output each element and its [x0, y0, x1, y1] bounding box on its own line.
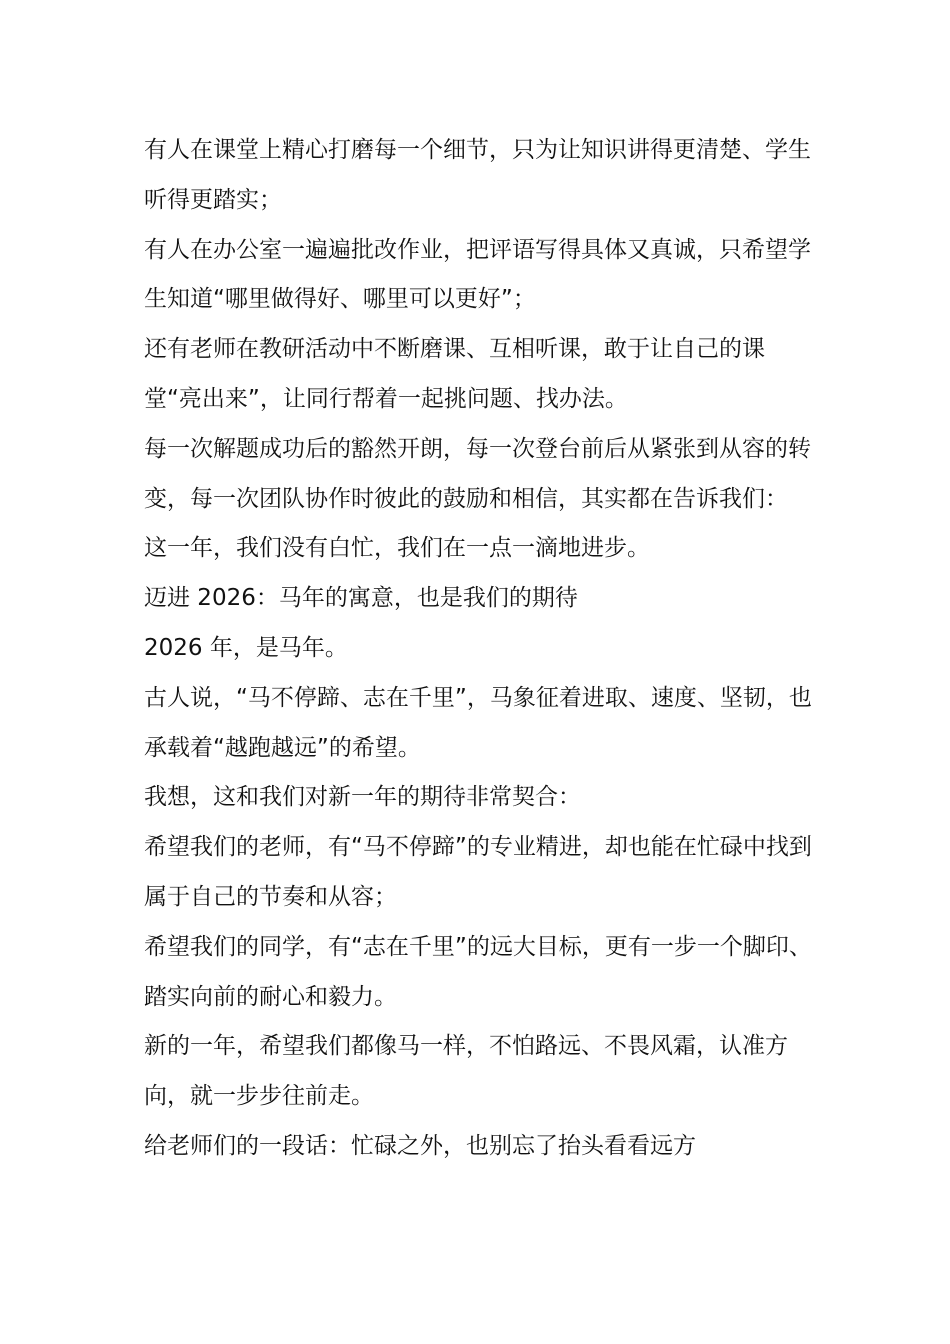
paragraph: 有人在办公室一遍遍批改作业，把评语写得具体又真诚，只希望学生知道“哪里做得好、哪里可以更好”；: [144, 236, 811, 313]
paragraph: 每一次解题成功后的豁然开朗，每一次登台前后从紧张到从容的转变，每一次团队协作时彼此的鼓励和相信，其实都在告诉我们：: [144, 435, 811, 512]
section-heading: 迈进 2026：马年的寓意，也是我们的期待: [144, 585, 578, 612]
paragraph: 我想，这和我们对新一年的期待非常契合：: [144, 784, 581, 811]
paragraph: 希望我们的同学，有“志在千里”的远大目标，更有一步一个脚印、踏实向前的耐心和毅力。: [144, 933, 812, 1010]
paragraph: 还有老师在教研活动中不断磨课、互相听课，敢于让自己的课堂“亮出来”，让同行帮着一起挑问题、找办法。: [144, 336, 765, 412]
paragraph: 古人说，“马不停蹄、志在千里”，马象征着进取、速度、坚韧，也承载着“越跑越远”的希望。: [144, 684, 812, 761]
paragraph: 希望我们的老师，有“马不停蹄”的专业精进，却也能在忙碌中找到属于自己的节奏和从容；: [144, 834, 812, 910]
paragraph: 新的一年，希望我们都像马一样，不怕路远、不畏风霜，认准方向，就一步步往前走。: [144, 1033, 788, 1110]
section-heading: 给老师们的一段话：忙碌之外，也别忘了抬头看看远方: [144, 1132, 696, 1159]
paragraph: 这一年，我们没有白忙，我们在一点一滴地进步。: [144, 535, 650, 562]
document-body: [144, 126, 814, 1172]
paragraph: 2026 年，是马年。: [144, 634, 348, 661]
paragraph: 有人在课堂上精心打磨每一个细节，只为让知识讲得更清楚、学生听得更踏实；: [144, 137, 811, 213]
